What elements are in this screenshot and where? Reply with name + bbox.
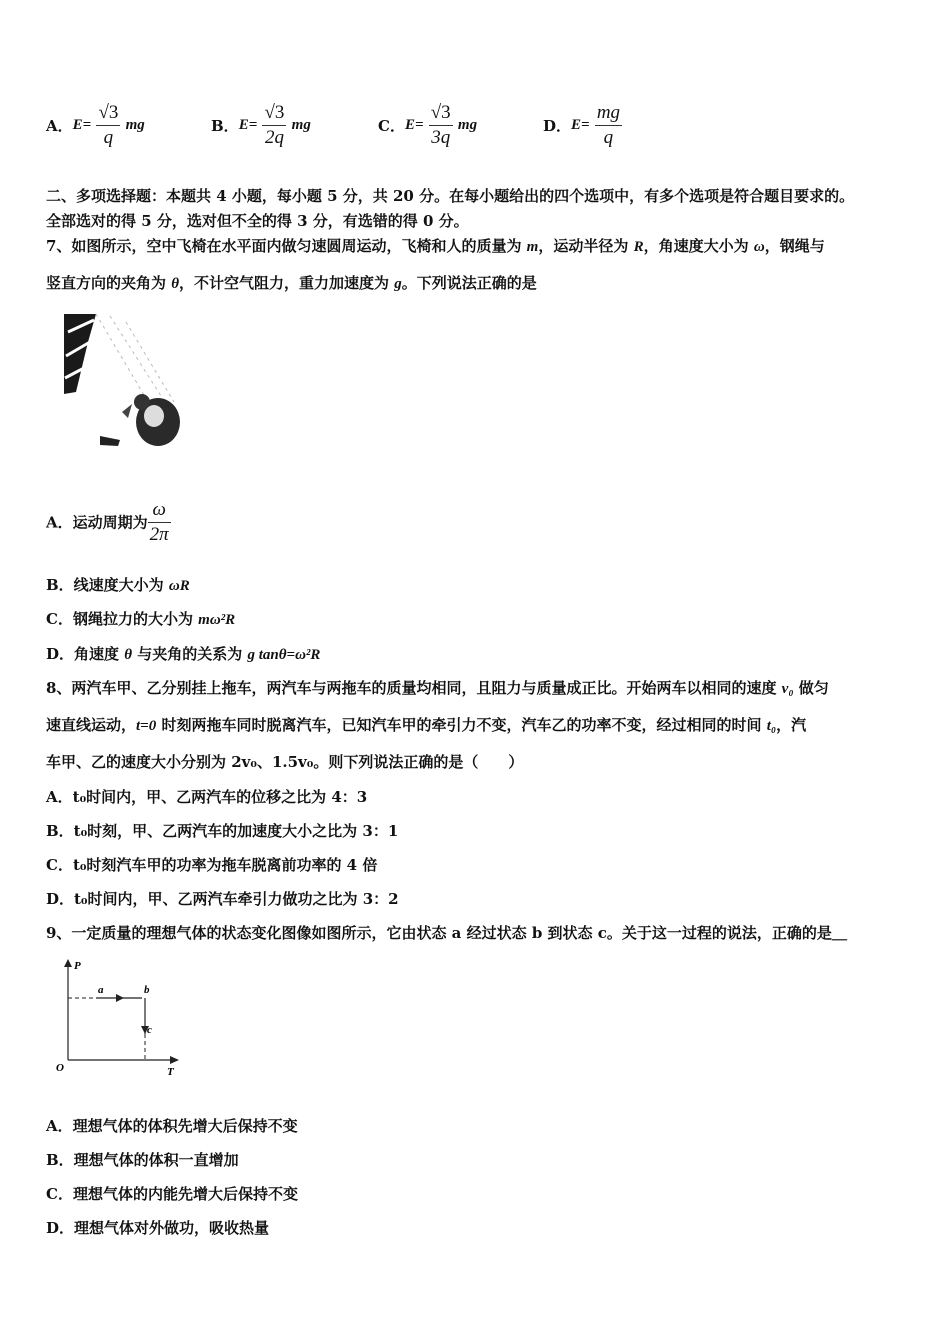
q9-option-c: C．理想气体的内能先增大后保持不变 (46, 1185, 298, 1203)
q7-option-d: D．角速度 θ 与夹角的关系为 g tanθ=ω²R (46, 645, 321, 663)
section2-line2: 全部选对的得 5 分，选对但不全的得 3 分，有选错的得 0 分。 (46, 212, 469, 230)
q7-option-a: A．运动周期为 $\frac{\omega}{2\pi}$ (46, 499, 169, 545)
q8-option-d: D．t₀时间内，甲、乙两汽车牵引力做功之比为 3：2 (46, 890, 399, 908)
q6-option-a: A．E= $\frac{√3}{q}$ mg (46, 102, 145, 148)
origin-label: O (56, 1062, 64, 1074)
fraction: $\frac{√3}{q}$ (98, 102, 119, 148)
q9-stem: 9、一定质量的理想气体的状态变化图像如图所示，它由状态 a 经过状态 b 到状态 c。关于这一过程的说法，正确的是＿ (46, 924, 847, 942)
q8-stem-line3: 车甲、乙的速度大小分别为 2v₀、1.5v₀。则下列说法正确的是（ ） (46, 753, 524, 771)
q7-option-c: C．钢绳拉力的大小为 mω²R (46, 610, 236, 628)
q8-stem-line1: 8、两汽车甲、乙分别挂上拖车，两汽车与两拖车的质量均相同，且阻力与质量成正比。开始两车以相同的速度 v₀ 做匀 (46, 679, 829, 697)
q6-option-b: B．E= $\frac{√3}{2q}$ mg (211, 102, 311, 148)
state-a-label: a (98, 984, 104, 996)
axis-label-t: T (167, 1066, 174, 1078)
q9-option-b: B．理想气体的体积一直增加 (46, 1151, 239, 1169)
q8-option-c: C．t₀时刻汽车甲的功率为拖车脱离前功率的 4 倍 (46, 856, 378, 874)
q9-option-d: D．理想气体对外做功，吸收热量 (46, 1219, 270, 1237)
q9-option-a: A．理想气体的体积先增大后保持不变 (46, 1117, 298, 1135)
state-c-label: c (147, 1024, 152, 1036)
q8-option-b: B．t₀时刻，甲、乙两汽车的加速度大小之比为 3：1 (46, 822, 399, 840)
flying-chair-photo (62, 312, 187, 452)
q6-option-c: C．E= $\frac{√3}{3q}$ mg (378, 102, 478, 148)
fraction: $\frac{√3}{3q}$ (430, 102, 451, 148)
q7-stem-line1: 7、如图所示，空中飞椅在水平面内做匀速圆周运动，飞椅和人的质量为 m，运动半径为 R，角速度大小为 ω，钢绳与 (46, 237, 825, 255)
q7-option-b: B．线速度大小为 ωR (46, 576, 190, 594)
q8-stem-line2: 速直线运动，t=0 时刻两拖车同时脱离汽车，已知汽车甲的牵引力不变，汽车乙的功率不变，经过相同的时间 t₀，汽 (46, 716, 807, 734)
state-b-label: b (144, 984, 150, 996)
fraction: $\frac{√3}{2q}$ (264, 102, 285, 148)
q6-option-d: D．E= $\frac{mg}{q}$ (543, 102, 621, 148)
fraction: $\frac{\omega}{2\pi}$ (149, 499, 169, 545)
axis-label-p: P (74, 960, 81, 972)
section2-line1: 二、多项选择题：本题共 4 小题，每小题 5 分，共 20 分。在每小题给出的四个选项中，有多个选项是符合题目要求的。 (46, 187, 855, 205)
q7-stem-line2: 竖直方向的夹角为 θ，不计空气阻力，重力加速度为 g。下列说法正确的是 (46, 274, 537, 292)
pt-graph (52, 956, 187, 1081)
fraction: $\frac{mg}{q}$ (596, 102, 621, 148)
q8-option-a: A．t₀时间内，甲、乙两汽车的位移之比为 4：3 (46, 788, 368, 806)
